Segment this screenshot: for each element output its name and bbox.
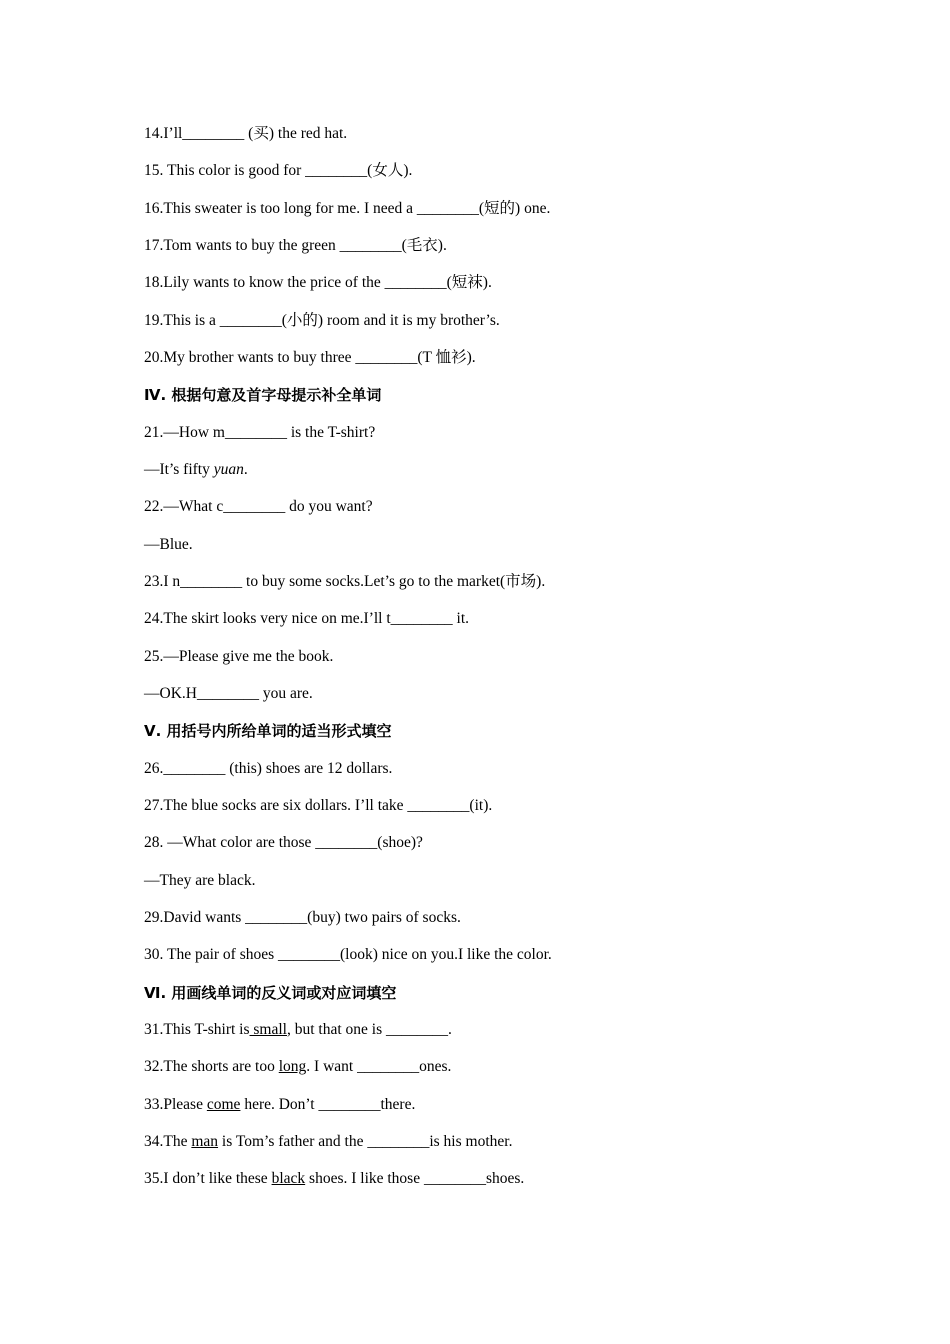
answer-21	[144, 460, 248, 480]
underlined-word-34: man	[191, 1133, 219, 1150]
question-31	[144, 1020, 452, 1040]
question-34	[144, 1132, 512, 1152]
question-18: 18.Lily wants to know the price of the ________(短袜).	[144, 274, 492, 291]
answer-21-end: .	[243, 461, 248, 478]
question-22: 22.—What c________ do you want?	[144, 498, 373, 515]
answer-21-italic: yuan	[213, 461, 244, 478]
question-23: 23.I n________ to buy some socks.Let’s go to the market(市场).	[144, 573, 546, 590]
question-35-start: 35.I don’t like these	[144, 1170, 272, 1187]
section-heading-5: Ⅴ. 用括号内所给单词的适当形式填空	[144, 722, 392, 740]
question-17: 17.Tom wants to buy the green ________(毛衣).	[144, 237, 447, 254]
question-33-start: 33.Please	[144, 1096, 207, 1113]
question-19: 19.This is a ________(小的) room and it is my brother’s.	[144, 312, 500, 329]
question-32	[144, 1057, 451, 1077]
question-31-end: , but that one is ________.	[286, 1021, 452, 1038]
question-32-start: 32.The shorts are too	[144, 1058, 279, 1075]
answer-25: —OK.H________ you are.	[144, 685, 313, 702]
question-20: 20.My brother wants to buy three ________(T 恤衫).	[144, 349, 476, 366]
question-14: 14.I’ll________ (买) the red hat.	[144, 125, 348, 142]
question-24: 24.The skirt looks very nice on me.I’ll t________ it.	[144, 610, 470, 627]
underlined-word-33: come	[206, 1096, 241, 1113]
question-16: 16.This sweater is too long for me. I need a ________(短的) one.	[144, 200, 551, 217]
question-31-start: 31.This T-shirt is	[144, 1021, 250, 1038]
question-35-end: shoes. I like those ________shoes.	[305, 1170, 525, 1187]
question-25: 25.—Please give me the book.	[144, 648, 334, 665]
question-28: 28. —What color are those ________(shoe)?	[144, 834, 423, 851]
question-35	[144, 1169, 524, 1189]
answer-28: —They are black.	[144, 872, 256, 889]
question-21: 21.—How m________ is the T-shirt?	[144, 424, 376, 441]
question-30: 30. The pair of shoes ________(look) nice on you.I like the color.	[144, 946, 552, 963]
question-15: 15. This color is good for ________(女人).	[144, 162, 413, 179]
answer-22: —Blue.	[144, 536, 193, 553]
question-32-end: . I want ________ones.	[306, 1058, 452, 1075]
underlined-word-31: small	[249, 1021, 287, 1038]
section-heading-6: Ⅵ. 用画线单词的反义词或对应词填空	[144, 984, 397, 1002]
underlined-word-35: black	[271, 1170, 306, 1187]
question-26: 26.________ (this) shoes are 12 dollars.	[144, 760, 393, 777]
question-29: 29.David wants ________(buy) two pairs of socks.	[144, 909, 461, 926]
underlined-word-32: long	[278, 1058, 307, 1075]
question-33-end: here. Don’t ________there.	[240, 1096, 416, 1113]
question-34-end: is Tom’s father and the ________is his mother.	[218, 1133, 513, 1150]
answer-21-text: —It’s fifty	[144, 461, 214, 478]
question-27: 27.The blue socks are six dollars. I’ll take ________(it).	[144, 797, 493, 814]
question-33	[144, 1095, 415, 1115]
question-34-start: 34.The	[144, 1133, 192, 1150]
section-heading-4: Ⅳ. 根据句意及首字母提示补全单词	[144, 386, 382, 404]
